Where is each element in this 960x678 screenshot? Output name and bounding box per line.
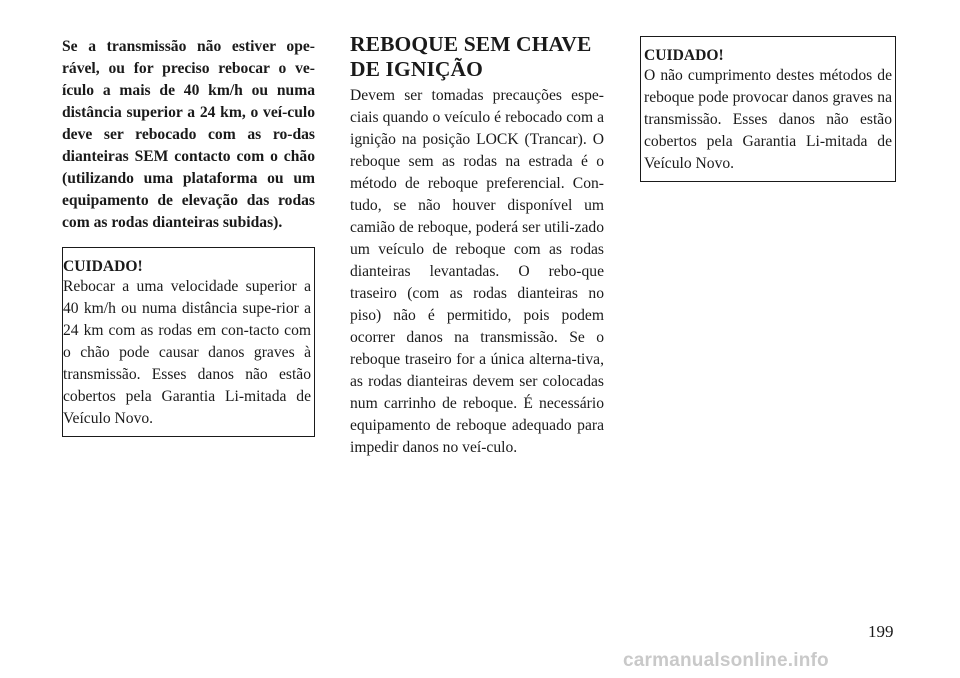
caution-box-left	[62, 247, 315, 437]
caution-title: CUIDADO!	[63, 258, 143, 275]
right-column	[640, 36, 896, 182]
caution-title: CUIDADO!	[644, 47, 724, 64]
page-number: 199	[868, 622, 894, 641]
middle-column	[350, 32, 604, 459]
left-column	[62, 36, 315, 437]
section-heading: REBOQUE SEM CHAVE DE IGNIÇÃO	[350, 32, 592, 81]
caution-text: O não cumprimento destes métodos de reboque pode provocar danos graves na transmissão. Esses danos não estão cobertos pela Garantia Li-mitada de Veículo Novo.	[644, 67, 892, 172]
watermark: carmanualsonline.info	[623, 650, 829, 671]
towing-intro-paragraph: Se a transmissão não estiver ope-rável, ou for preciso rebocar o ve-ículo a mais de 40 km/h ou numa distância superior a 24 km, o veí-culo deve ser rebocado com as ro-das dianteiras SEM contacto com o chão (utilizando uma plataforma ou um equipamento de elevação das rodas com as rodas dianteiras subidas).	[62, 38, 315, 231]
caution-text: Rebocar a uma velocidade superior a 40 km/h ou numa distância supe-rior a 24 km com as rodas em con-tacto com o chão pode causar danos graves à transmissão. Esses danos não estão cobertos pela Garantia Li-mitada de Veículo Novo.	[63, 278, 311, 427]
caution-box-right	[640, 36, 896, 182]
section-body-paragraph: Devem ser tomadas precauções espe-ciais quando o veículo é rebocado com a ignição na posição LOCK (Trancar). O reboque sem as rodas na estrada é o método de reboque preferencial. Con-tudo, se não houver disponível um camião de reboque, poderá ser utili-zado um veículo de reboque com as rodas dianteiras levantadas. O rebo-que traseiro (com as rodas dianteiras no piso) não é permitido, pois podem ocorrer danos na transmissão. Se o reboque traseiro for a única alterna-tiva, as rodas dianteiras devem ser colocadas num carrinho de reboque. É necessário equipamento de reboque adequado para impedir danos no veí-culo.	[350, 87, 604, 456]
